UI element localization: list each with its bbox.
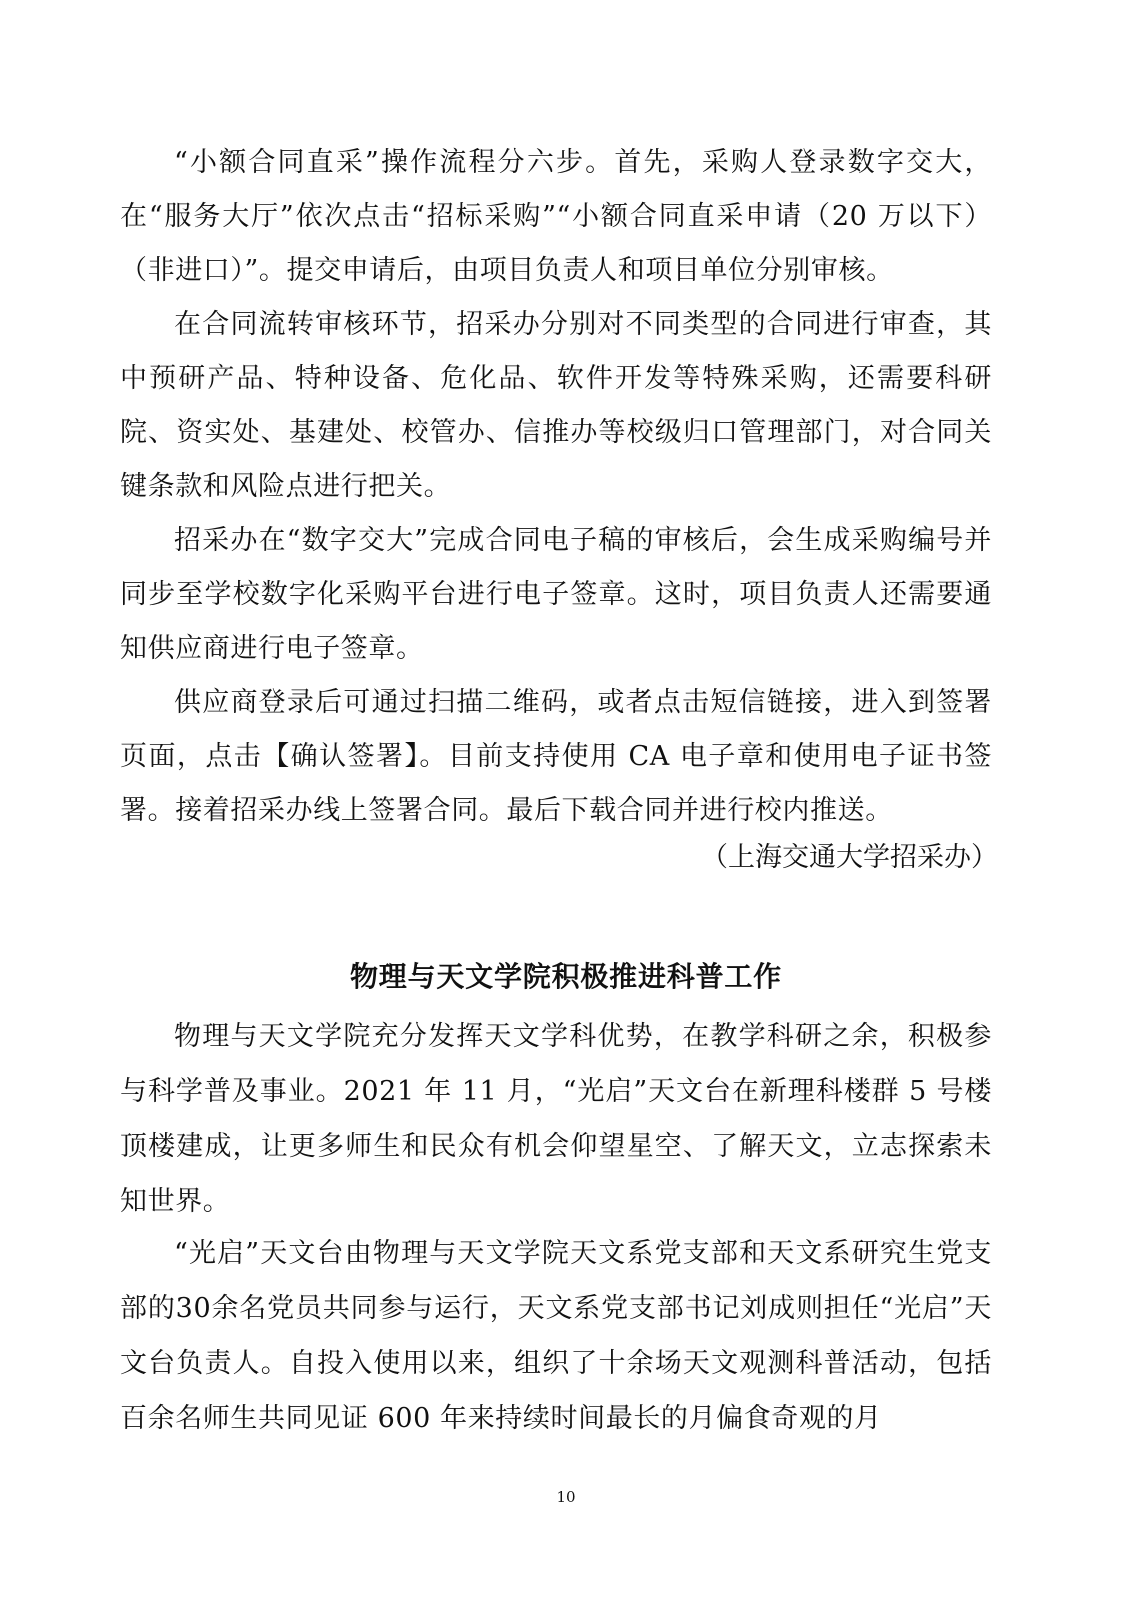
article-source: （上海交通大学招采办） <box>701 842 998 873</box>
page-number: 10 <box>556 1488 576 1506</box>
paragraph-observatory-operation: “光启”天文台由物理与天文学院天文系党支部和天文系研究生党支部的30余名党员共同参与运行，天文系党支部书记刘成则担任“光启”天文台负责人。自投入使用以来，组织了十余场天文观测科普活动，包括百余名师生共同见证 600 年来持续时间最长的月偏食奇观的月 <box>120 1238 992 1434</box>
paragraph-supplier-signing: 供应商登录后可通过扫描二维码，或者点击短信链接，进入到签署页面，点击【确认签署】。目前支持使用 CA 电子章和使用电子证书签署。接着招采办线上签署合同。最后下载合同并进行校内推送。 <box>120 687 992 826</box>
article-headline: 物理与天文学院积极推进科普工作 <box>349 960 782 993</box>
paragraph-science-outreach: 物理与天文学院充分发挥天文学科优势，在教学科研之余，积极参与科学普及事业。2021 年 11 月，“光启”天文台在新理科楼群 5 号楼顶楼建成，让更多师生和民众有机会仰望星空、了解天文，立志探索未知世界。 <box>120 1021 992 1217</box>
paragraph-contract-procedure: “小额合同直采”操作流程分六步。首先，采购人登录数字交大，在“服务大厅”依次点击“招标采购”“小额合同直采申请（20 万以下）（非进口）”。提交申请后，由项目负责人和项目单位分别审核。 <box>120 147 992 286</box>
paragraph-contract-review: 在合同流转审核环节，招采办分别对不同类型的合同进行审查，其中预研产品、特种设备、危化品、软件开发等特殊采购，还需要科研院、资实处、基建处、校管办、信推办等校级归口管理部门，对合同关键条款和风险点进行把关。 <box>120 309 992 502</box>
paragraph-electronic-signature: 招采办在“数字交大”完成合同电子稿的审核后，会生成采购编号并同步至学校数字化采购平台进行电子签章。这时，项目负责人还需要通知供应商进行电子签章。 <box>120 525 992 664</box>
